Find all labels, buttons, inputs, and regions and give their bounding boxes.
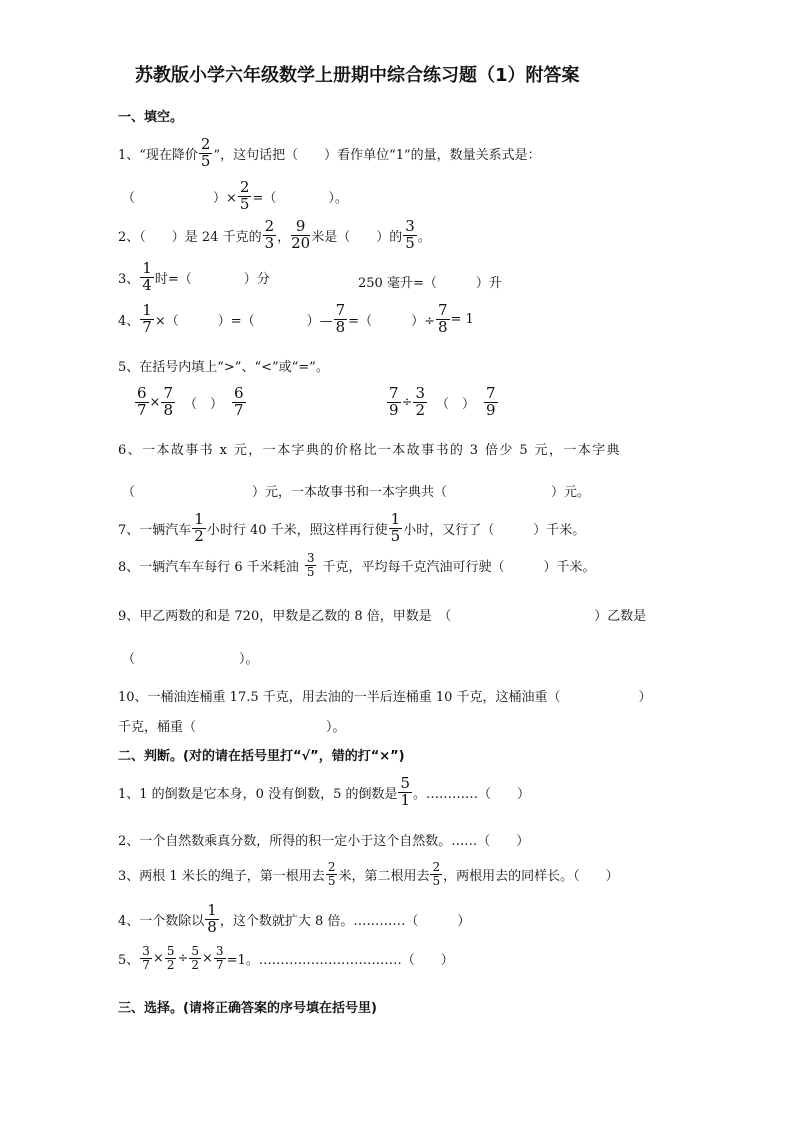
q3-text-b: 时=（ ）分 — [154, 271, 270, 287]
q4-text-a: 4、 — [118, 313, 140, 329]
question-2 — [118, 219, 431, 252]
q8-text-a: 8、一辆汽车车每行 6 千米耗油 — [118, 559, 299, 575]
q1-text-b: ”，这句话把（ ）看作单位“1”的量，数量关系式是： — [213, 147, 541, 163]
q7-text-b: 小时行 40 千米，照这样再行使 — [206, 522, 388, 538]
fraction: 2 3 — [264, 217, 275, 252]
question-10-line2: 千克，桶重（ ）。 — [118, 720, 346, 735]
q2-text-c: 米是（ ）的 — [311, 229, 403, 245]
fraction: 1 5 — [390, 510, 401, 545]
compare-blank: （ ） — [436, 396, 476, 412]
question-7 — [118, 512, 585, 545]
judge-1 — [118, 776, 530, 809]
fraction: $\frac{2}{5}$ — [239, 178, 250, 213]
q4-text-c: =（ ）÷ — [348, 313, 435, 329]
fraction: $\frac{3}{2}$ — [415, 384, 425, 419]
compare-blank: （ ） — [184, 396, 224, 412]
fraction: 3 5 — [306, 551, 315, 579]
fraction: 1 4 — [142, 259, 152, 294]
q2-text-b: ， — [277, 229, 291, 245]
fraction: $\frac{7}{8}$ — [437, 301, 448, 336]
q1-text-d: =（ ）。 — [252, 190, 348, 206]
judge-5 — [118, 945, 454, 971]
q5-right-compare — [386, 386, 499, 419]
j1-text-a: 1、1 的倒数是它本身，0 没有倒数，5 的倒数是 — [118, 786, 398, 802]
page-title: 苏教版小学六年级数学上册期中综合练习题（1）附答案 — [135, 65, 580, 86]
fraction: $\frac{7}{8}$ — [163, 384, 173, 419]
operator: ÷ — [401, 394, 413, 410]
fraction: 9 20 — [291, 217, 311, 252]
q5-left-compare — [134, 386, 247, 419]
fraction: $\frac{3}{7}$ — [142, 944, 150, 972]
fraction: $\frac{6}{7}$ — [137, 384, 147, 419]
q4-text-b: ×（ ）=（ ）— — [154, 313, 333, 329]
question-9-line2: （ ）。 — [122, 652, 259, 667]
j4-text-b: ，这个数就扩大 8 倍。…………（ ） — [219, 913, 471, 929]
fraction: $\frac{5}{2}$ — [166, 944, 175, 972]
question-6: 6、一本故事书 x 元，一本字典的价格比一本故事书的 3 倍少 5 元，一本字典 — [118, 443, 621, 458]
judge-3 — [118, 861, 619, 887]
fraction: 3 5 — [405, 217, 415, 252]
j3-text-c: ，两根用去的同样长。（ ） — [443, 868, 619, 884]
q3-text-a: 3、 — [118, 271, 140, 287]
fraction: 1 2 — [194, 510, 204, 545]
fraction: $\frac{3}{7}$ — [215, 944, 224, 972]
question-8 — [118, 552, 595, 578]
fraction: 2 5 — [327, 860, 336, 888]
section-fill-heading: 一、填空。 — [118, 110, 184, 125]
j3-text-b: 米，第二根用去 — [338, 868, 430, 884]
q2-text-d: 。 — [417, 229, 431, 245]
j3-text-a: 3、两根 1 米长的绳子，第一根用去 — [118, 868, 325, 884]
q7-text-a: 7、一辆汽车 — [118, 522, 192, 538]
question-1 — [118, 137, 541, 170]
fraction: $\frac{1}{7}$ — [142, 301, 152, 336]
j5-text-b: =1。……………………………（ ） — [226, 952, 454, 968]
q1-text-c: （ ）× — [122, 190, 237, 206]
q7-text-c: 小时，又行了（ ）千米。 — [403, 522, 586, 538]
q1-text-a: 1、“现在降价 — [118, 147, 198, 163]
judge-2: 2、一个自然数乘真分数，所得的积一定小于这个自然数。……（ ） — [118, 834, 530, 849]
fraction: $\frac{7}{9}$ — [389, 384, 399, 419]
fraction: 2 5 — [200, 135, 211, 170]
operator: × — [149, 394, 161, 410]
fraction: 2 5 — [432, 860, 441, 888]
q8-text-b: 千克，平均每千克汽油可行驶（ ）千米。 — [322, 559, 596, 575]
section-judge-heading: 二、判断。(对的请在括号里打“√”，错的打“×”) — [118, 749, 405, 764]
operator: × — [202, 950, 213, 966]
judge-4 — [118, 903, 470, 936]
question-5: 5、在括号内填上“>”、“<”或“=”。 — [118, 360, 329, 375]
fraction: 5 1 — [400, 774, 411, 809]
question-10: 10、一桶油连桶重 17.5 千克，用去油的一半后连桶重 10 千克，这桶油重（ ） — [118, 690, 652, 705]
operator: × — [152, 950, 164, 966]
fraction: 7 9 — [486, 384, 496, 419]
question-4 — [118, 303, 474, 336]
question-3 — [118, 261, 270, 294]
q2-text-a: 2、（ ）是 24 千克的 — [118, 229, 262, 245]
q4-text-d: = 1 — [450, 311, 474, 327]
question-6-line2: （ ）元，一本故事书和一本字典共（ ）元。 — [122, 485, 591, 500]
section-choose-heading: 三、选择。(请将正确答案的序号填在括号里) — [118, 1001, 377, 1016]
j5-text-a: 5、 — [118, 952, 140, 968]
operator: ÷ — [177, 950, 189, 966]
fraction: $\frac{7}{8}$ — [335, 301, 346, 336]
question-9: 9、甲乙两数的和是 720，甲数是乙数的 8 倍，甲数是 （ ）乙数是 — [118, 609, 647, 624]
fraction: 1 8 — [207, 901, 217, 936]
question-1-formula — [122, 180, 348, 213]
fraction: $\frac{5}{2}$ — [191, 944, 200, 972]
fraction: 6 7 — [234, 384, 244, 419]
q3-text-c: 250 毫升=（ ）升 — [358, 276, 502, 291]
j4-text-a: 4、一个数除以 — [118, 913, 205, 929]
j1-text-b: 。…………（ ） — [413, 786, 531, 802]
